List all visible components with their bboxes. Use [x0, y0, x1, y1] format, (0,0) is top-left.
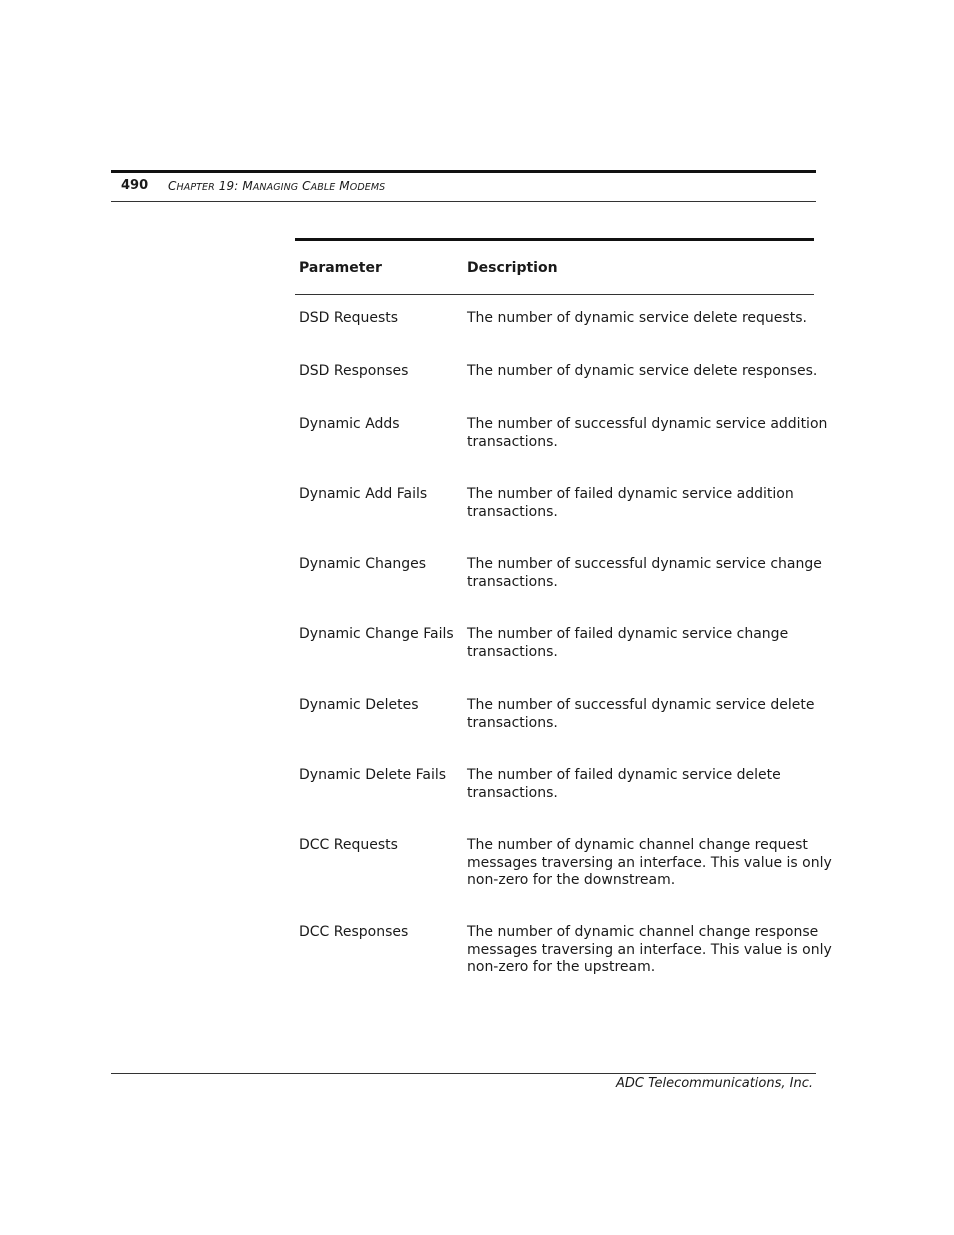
parameter-cell: Dynamic Changes: [299, 556, 427, 572]
column-header-parameter: Parameter: [299, 260, 382, 276]
description-line: messages traversing an interface. This value is only: [467, 941, 832, 958]
description-line: messages traversing an interface. This value is only: [467, 854, 832, 871]
title-word-initial: M: [339, 179, 350, 193]
parameter-cell: DSD Requests: [299, 310, 399, 326]
description-cell: [467, 363, 818, 381]
description-line: The number of successful dynamic service change: [467, 556, 822, 572]
description-cell: [467, 697, 815, 732]
title-word-rest: ANAGING: [252, 182, 299, 193]
description-cell: [467, 626, 812, 661]
description-line: transactions.: [467, 503, 558, 520]
description-line: The number of failed dynamic service addition: [467, 486, 794, 502]
title-word-rest: ODEMS: [349, 182, 386, 193]
description-line: transactions.: [467, 714, 558, 731]
description-line: The number of successful dynamic service delete: [467, 697, 815, 713]
parameter-cell: DSD Responses: [299, 363, 409, 379]
parameter-cell: Dynamic Add Fails: [299, 486, 428, 502]
description-cell: [467, 416, 828, 451]
parameter-cell: DCC Responses: [299, 924, 409, 940]
description-cell: [467, 837, 832, 890]
description-line: non-zero for the downstream.: [467, 872, 676, 888]
description-line: The number of failed dynamic service change: [467, 626, 789, 642]
parameter-cell: Dynamic Adds: [299, 416, 400, 432]
description-line: The number of failed dynamic service delete: [467, 767, 781, 783]
description-line: The number of successful dynamic service addition: [467, 416, 828, 432]
description-cell: [467, 556, 822, 591]
chapter-number: 19:: [218, 179, 239, 193]
description-line: transactions.: [467, 643, 558, 660]
footer-company: ADC Telecommunications, Inc.: [616, 1076, 813, 1091]
parameter-table: [295, 238, 832, 975]
description-cell: [467, 310, 812, 328]
description-line: transactions.: [467, 573, 558, 590]
description-cell: [467, 924, 832, 977]
running-header: [111, 173, 816, 202]
parameter-cell: DCC Requests: [299, 837, 398, 853]
chapter-title: [168, 179, 385, 193]
parameter-cell: Dynamic Delete Fails: [299, 767, 447, 783]
title-word-rest: ABLE: [310, 182, 336, 193]
description-line: non-zero for the upstream.: [467, 959, 656, 975]
chapter-label-rest: HAPTER: [176, 182, 215, 193]
chapter-label-initial: C: [168, 179, 177, 193]
description-line: The number of dynamic service delete requests.: [467, 310, 807, 326]
column-header-description: Description: [467, 260, 558, 276]
description-cell: [467, 486, 812, 521]
description-line: The number of dynamic channel change request: [467, 837, 808, 853]
parameter-cell: Dynamic Deletes: [299, 697, 419, 713]
description-line: transactions.: [467, 433, 558, 450]
description-line: The number of dynamic service delete responses.: [467, 363, 818, 379]
description-line: transactions.: [467, 784, 558, 801]
table-header: [295, 241, 814, 295]
parameter-cell: Dynamic Change Fails: [299, 626, 454, 642]
footer-rule: [111, 1073, 816, 1074]
page-number: 490: [121, 178, 149, 193]
description-cell: [467, 767, 812, 802]
title-word-initial: M: [242, 179, 253, 193]
title-word-initial: C: [302, 179, 311, 193]
description-line: The number of dynamic channel change response: [467, 924, 819, 940]
